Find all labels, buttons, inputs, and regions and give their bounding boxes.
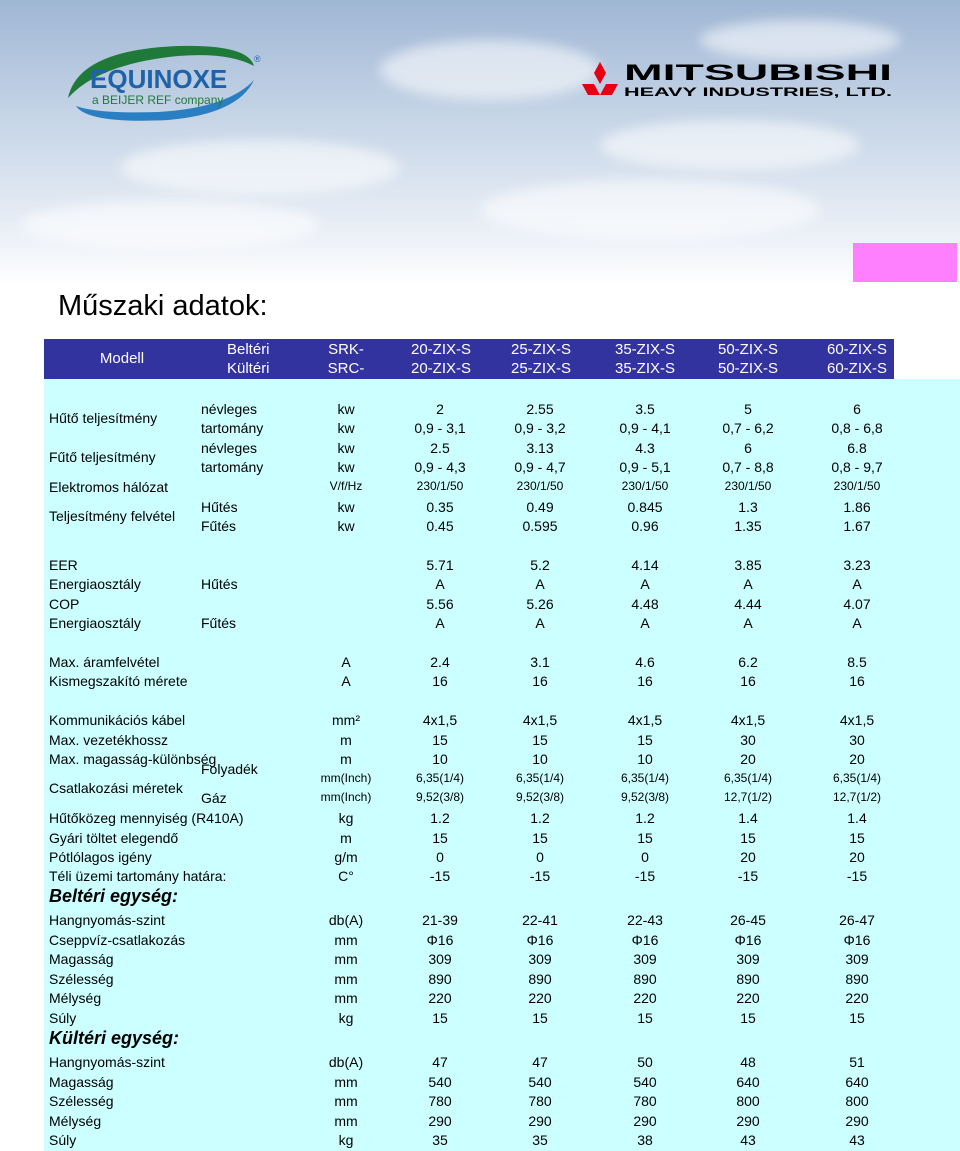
- row-value: 1.86: [843, 499, 871, 515]
- row-value: 220: [633, 990, 657, 1006]
- row-value: 50: [637, 1054, 653, 1070]
- row-sublabel: névleges: [201, 401, 258, 417]
- row-label: Magasság: [49, 951, 114, 967]
- row-value: A: [435, 576, 445, 592]
- row-unit: kg: [338, 1132, 354, 1148]
- row-unit: kg: [338, 1010, 354, 1026]
- row-value: 12,7(1/2): [723, 790, 773, 804]
- row-label: Gyári töltet elegendő: [49, 830, 179, 846]
- row-value: -15: [429, 868, 451, 884]
- row-value: 0: [641, 849, 649, 865]
- row-value: 290: [428, 1113, 452, 1129]
- row-value: A: [535, 576, 545, 592]
- row-label: Súly: [49, 1010, 77, 1026]
- row-value: 16: [432, 673, 448, 689]
- row-value: 6,35(1/4): [620, 771, 670, 785]
- row-value: -15: [737, 868, 759, 884]
- three-diamonds-icon: [582, 62, 618, 95]
- row-value: 4x1,5: [422, 712, 458, 728]
- row-value: Φ16: [526, 932, 554, 948]
- row-value: 1.67: [843, 518, 871, 534]
- model-name: 35-ZIX-S: [614, 341, 676, 358]
- row-label: Energiaosztály: [49, 615, 141, 631]
- row-value: 5.56: [426, 596, 454, 612]
- row-value: 220: [845, 990, 869, 1006]
- row-value: 1.2: [430, 810, 450, 826]
- row-unit: C°: [338, 868, 354, 884]
- row-value: 230/1/50: [416, 479, 464, 493]
- row-unit: mm: [334, 1113, 358, 1129]
- header-prefix: SRK-: [328, 341, 364, 358]
- row-value: 3.23: [843, 557, 871, 573]
- row-unit: kw: [337, 440, 355, 456]
- row-unit: mm(Inch): [320, 771, 372, 785]
- equinoxe-logo: [58, 40, 263, 126]
- row-value: 9,52(3/8): [515, 790, 565, 804]
- row-value: 3.13: [526, 440, 554, 456]
- row-unit: kw: [337, 401, 355, 417]
- row-label: Max. áramfelvétel: [49, 654, 160, 670]
- row-value: 6: [853, 401, 861, 417]
- model-header: [44, 339, 894, 379]
- row-value: 309: [845, 951, 869, 967]
- row-value: 15: [532, 732, 548, 748]
- row-label: Kommunikációs kábel: [49, 712, 186, 728]
- header-prefix: SRC-: [327, 360, 365, 377]
- row-unit: A: [341, 673, 351, 689]
- row-value: A: [852, 576, 862, 592]
- row-value: 4.48: [631, 596, 659, 612]
- row-value: 290: [633, 1113, 657, 1129]
- row-unit: kw: [337, 518, 355, 534]
- row-value: 16: [740, 673, 756, 689]
- row-label: Max. vezetékhossz: [49, 732, 169, 748]
- row-value: 10: [637, 751, 653, 767]
- row-value: 309: [528, 951, 552, 967]
- row-label: Mélység: [49, 990, 102, 1006]
- row-unit: mm: [334, 1074, 358, 1090]
- row-label: Szélesség: [49, 1093, 114, 1109]
- row-value: 230/1/50: [516, 479, 564, 493]
- row-value: 4.07: [843, 596, 871, 612]
- row-label: COP: [49, 596, 80, 612]
- row-value: 6,35(1/4): [723, 771, 773, 785]
- mitsubishi-line1: MITSUBISHI: [624, 60, 892, 85]
- row-value: 47: [432, 1054, 448, 1070]
- row-value: 1.2: [530, 810, 550, 826]
- row-value: 26-45: [730, 912, 766, 928]
- row-value: 4.6: [635, 654, 655, 670]
- row-value: 0,9 - 4,1: [619, 420, 671, 436]
- row-value: 890: [428, 971, 452, 987]
- row-value: 15: [740, 830, 756, 846]
- row-value: 780: [633, 1093, 657, 1109]
- row-value: 0,9 - 4,3: [414, 459, 466, 475]
- row-value: 4.3: [635, 440, 655, 456]
- row-value: 2.5: [430, 440, 450, 456]
- row-label: Hűtő teljesítmény: [49, 410, 158, 426]
- row-unit: mm(Inch): [320, 790, 372, 804]
- header-kulteri-label: Kültéri: [227, 360, 270, 377]
- row-value: Φ16: [843, 932, 871, 948]
- pink-accent-box: [853, 243, 957, 282]
- row-value: 2.4: [430, 654, 450, 670]
- row-unit: V/f/Hz: [329, 479, 363, 493]
- row-value: 290: [736, 1113, 760, 1129]
- row-sublabel: Hűtés: [201, 576, 238, 592]
- row-value: 3.5: [635, 401, 655, 417]
- row-label: Max. magasság-különbség: [49, 751, 217, 767]
- row-value: 6: [744, 440, 752, 456]
- row-value: 4x1,5: [730, 712, 766, 728]
- row-value: 9,52(3/8): [415, 790, 465, 804]
- model-name: 35-ZIX-S: [614, 360, 676, 377]
- row-label: Téli üzemi tartomány határa:: [49, 868, 227, 884]
- row-value: 38: [637, 1132, 653, 1148]
- row-value: 0,7 - 8,8: [722, 459, 774, 475]
- row-value: 15: [432, 830, 448, 846]
- row-label: Fűtő teljesítmény: [49, 449, 156, 465]
- row-unit: db(A): [328, 1054, 364, 1070]
- row-value: 890: [736, 971, 760, 987]
- row-value: 2.55: [526, 401, 554, 417]
- row-value: 0: [436, 849, 444, 865]
- row-value: 0,9 - 5,1: [619, 459, 671, 475]
- row-value: 3.85: [734, 557, 762, 573]
- row-value: 48: [740, 1054, 756, 1070]
- row-value: -15: [846, 868, 868, 884]
- row-unit: m: [340, 830, 352, 846]
- row-value: 20: [849, 849, 865, 865]
- mitsubishi-logo: [582, 60, 894, 100]
- row-value: 780: [428, 1093, 452, 1109]
- row-value: 890: [528, 971, 552, 987]
- row-value: 43: [740, 1132, 756, 1148]
- row-value: 6,35(1/4): [415, 771, 465, 785]
- row-label: Teljesítmény felvétel: [49, 508, 176, 524]
- modell-label: Modell: [99, 350, 145, 367]
- row-value: 15: [849, 830, 865, 846]
- row-value: 0,9 - 3,1: [414, 420, 466, 436]
- row-value: 30: [740, 732, 756, 748]
- row-value: 6.2: [738, 654, 758, 670]
- model-name: 25-ZIX-S: [510, 341, 572, 358]
- row-value: 800: [845, 1093, 869, 1109]
- row-value: 1.3: [738, 499, 758, 515]
- row-value: 230/1/50: [833, 479, 881, 493]
- row-value: 10: [532, 751, 548, 767]
- row-label: Cseppvíz-csatlakozás: [49, 932, 186, 948]
- row-value: 800: [736, 1093, 760, 1109]
- row-value: 540: [428, 1074, 452, 1090]
- row-value: 20: [849, 751, 865, 767]
- row-sublabel: Hűtés: [201, 499, 238, 515]
- row-value: 540: [633, 1074, 657, 1090]
- row-value: 0,8 - 6,8: [831, 420, 883, 436]
- row-value: 0,9 - 4,7: [514, 459, 566, 475]
- row-value: 47: [532, 1054, 548, 1070]
- row-value: 6.8: [847, 440, 867, 456]
- row-label: Pótlólagos igény: [49, 849, 152, 865]
- model-name: 25-ZIX-S: [510, 360, 572, 377]
- row-label: Csatlakozási méretek: [49, 780, 183, 796]
- row-label: EER: [49, 557, 78, 573]
- row-value: A: [743, 615, 753, 631]
- row-unit: kw: [337, 499, 355, 515]
- row-unit: kg: [338, 810, 354, 826]
- row-value: 6,35(1/4): [515, 771, 565, 785]
- row-value: 0.845: [627, 499, 663, 515]
- row-value: 290: [845, 1113, 869, 1129]
- row-value: 0.35: [426, 499, 454, 515]
- row-value: 8.5: [847, 654, 867, 670]
- row-value: 230/1/50: [621, 479, 669, 493]
- row-value: 43: [849, 1132, 865, 1148]
- model-name: 50-ZIX-S: [717, 360, 779, 377]
- row-unit: m: [340, 732, 352, 748]
- row-value: 4x1,5: [627, 712, 663, 728]
- row-value: A: [535, 615, 545, 631]
- row-value: 309: [633, 951, 657, 967]
- row-label: Mélység: [49, 1113, 102, 1129]
- row-value: 3.1: [530, 654, 550, 670]
- row-sublabel: névleges: [201, 440, 258, 456]
- row-value: 220: [736, 990, 760, 1006]
- row-unit: mm: [334, 971, 358, 987]
- equinoxe-brand: EQUINOXE: [90, 64, 228, 94]
- row-value: 0.595: [522, 518, 558, 534]
- row-value: 15: [849, 1010, 865, 1026]
- row-value: 640: [736, 1074, 760, 1090]
- row-value: 21-39: [422, 912, 458, 928]
- row-unit: kw: [337, 459, 355, 475]
- row-label: Magasság: [49, 1074, 114, 1090]
- row-value: 230/1/50: [724, 479, 772, 493]
- section-title: Kültéri egység:: [49, 1028, 180, 1048]
- row-value: 5: [744, 401, 752, 417]
- row-sublabel: tartomány: [201, 420, 264, 436]
- row-unit: kw: [337, 420, 355, 436]
- row-value: 15: [637, 830, 653, 846]
- row-value: 30: [849, 732, 865, 748]
- row-value: 890: [633, 971, 657, 987]
- row-value: A: [435, 615, 445, 631]
- row-sublabel: Gáz: [201, 790, 227, 806]
- row-label: Hűtőközeg mennyiség (R410A): [49, 810, 244, 826]
- row-value: 5.71: [426, 557, 454, 573]
- row-value: 0,7 - 6,2: [722, 420, 774, 436]
- model-name: 50-ZIX-S: [717, 341, 779, 358]
- row-value: 890: [845, 971, 869, 987]
- row-value: 2: [436, 401, 444, 417]
- header-beltéri-label: Beltéri: [227, 341, 270, 358]
- model-name: 60-ZIX-S: [826, 360, 888, 377]
- row-value: 0.49: [526, 499, 554, 515]
- row-value: A: [640, 615, 650, 631]
- row-value: 12,7(1/2): [832, 790, 882, 804]
- row-value: -15: [529, 868, 551, 884]
- row-value: Φ16: [426, 932, 454, 948]
- row-value: 5.2: [530, 557, 550, 573]
- model-name: 20-ZIX-S: [410, 360, 472, 377]
- model-name: 20-ZIX-S: [410, 341, 472, 358]
- row-sublabel: Fűtés: [201, 615, 237, 631]
- row-value: 15: [432, 732, 448, 748]
- row-value: 35: [532, 1132, 548, 1148]
- row-label: Energiaosztály: [49, 576, 141, 592]
- row-value: 0,8 - 9,7: [831, 459, 883, 475]
- row-value: 4.44: [734, 596, 762, 612]
- row-value: 1.4: [847, 810, 867, 826]
- svg-text:®: ®: [254, 54, 261, 64]
- row-label: Szélesség: [49, 971, 114, 987]
- equinoxe-subtitle: a BEIJER REF company: [92, 93, 224, 107]
- row-value: 540: [528, 1074, 552, 1090]
- row-value: Φ16: [734, 932, 762, 948]
- section-title: Beltéri egység:: [49, 886, 179, 906]
- row-value: 20: [740, 849, 756, 865]
- row-value: 0: [536, 849, 544, 865]
- row-value: 15: [432, 1010, 448, 1026]
- row-value: 16: [849, 673, 865, 689]
- row-unit: mm: [334, 990, 358, 1006]
- row-label: Hangnyomás-szint: [49, 1054, 165, 1070]
- spec-table: [44, 379, 960, 1151]
- row-value: A: [640, 576, 650, 592]
- row-value: 0,9 - 3,2: [514, 420, 566, 436]
- row-unit: mm²: [332, 712, 360, 728]
- row-value: 1.35: [734, 518, 762, 534]
- row-value: 15: [532, 830, 548, 846]
- row-value: 15: [637, 732, 653, 748]
- row-value: 5.26: [526, 596, 554, 612]
- row-value: Φ16: [631, 932, 659, 948]
- row-unit: m: [340, 751, 352, 767]
- row-value: 309: [736, 951, 760, 967]
- row-sublabel: Folyadék: [201, 761, 258, 777]
- row-value: 51: [849, 1054, 865, 1070]
- row-unit: mm: [334, 1093, 358, 1109]
- row-value: 10: [432, 751, 448, 767]
- row-value: 780: [528, 1093, 552, 1109]
- row-unit: A: [341, 654, 351, 670]
- row-value: 16: [637, 673, 653, 689]
- row-value: 15: [532, 1010, 548, 1026]
- row-value: 640: [845, 1074, 869, 1090]
- row-value: 0.96: [631, 518, 659, 534]
- row-value: 35: [432, 1132, 448, 1148]
- page-title: Műszaki adatok:: [58, 290, 268, 322]
- row-label: Súly: [49, 1132, 77, 1148]
- row-value: 0.45: [426, 518, 454, 534]
- row-value: 1.4: [738, 810, 758, 826]
- row-value: 4.14: [631, 557, 659, 573]
- row-label: Elektromos hálózat: [49, 479, 169, 495]
- row-sublabel: tartomány: [201, 459, 264, 475]
- row-value: 290: [528, 1113, 552, 1129]
- row-value: -15: [634, 868, 656, 884]
- row-label: Kismegszakító mérete: [49, 673, 188, 689]
- row-unit: mm: [334, 932, 358, 948]
- row-value: 4x1,5: [522, 712, 558, 728]
- row-value: 309: [428, 951, 452, 967]
- row-value: 20: [740, 751, 756, 767]
- row-value: 6,35(1/4): [832, 771, 882, 785]
- row-unit: g/m: [334, 849, 358, 865]
- row-value: 22-41: [522, 912, 558, 928]
- row-unit: db(A): [328, 912, 364, 928]
- row-value: 22-43: [627, 912, 663, 928]
- row-value: 220: [428, 990, 452, 1006]
- row-unit: mm: [334, 951, 358, 967]
- row-value: 4x1,5: [839, 712, 875, 728]
- row-value: 220: [528, 990, 552, 1006]
- row-label: Hangnyomás-szint: [49, 912, 165, 928]
- row-value: 26-47: [839, 912, 875, 928]
- row-sublabel: Fűtés: [201, 518, 237, 534]
- mitsubishi-line2: HEAVY INDUSTRIES, LTD.: [624, 85, 892, 99]
- row-value: 16: [532, 673, 548, 689]
- row-value: A: [852, 615, 862, 631]
- model-name: 60-ZIX-S: [826, 341, 888, 358]
- row-value: 1.2: [635, 810, 655, 826]
- row-value: 15: [637, 1010, 653, 1026]
- row-value: 9,52(3/8): [620, 790, 670, 804]
- row-value: A: [743, 576, 753, 592]
- row-value: 15: [740, 1010, 756, 1026]
